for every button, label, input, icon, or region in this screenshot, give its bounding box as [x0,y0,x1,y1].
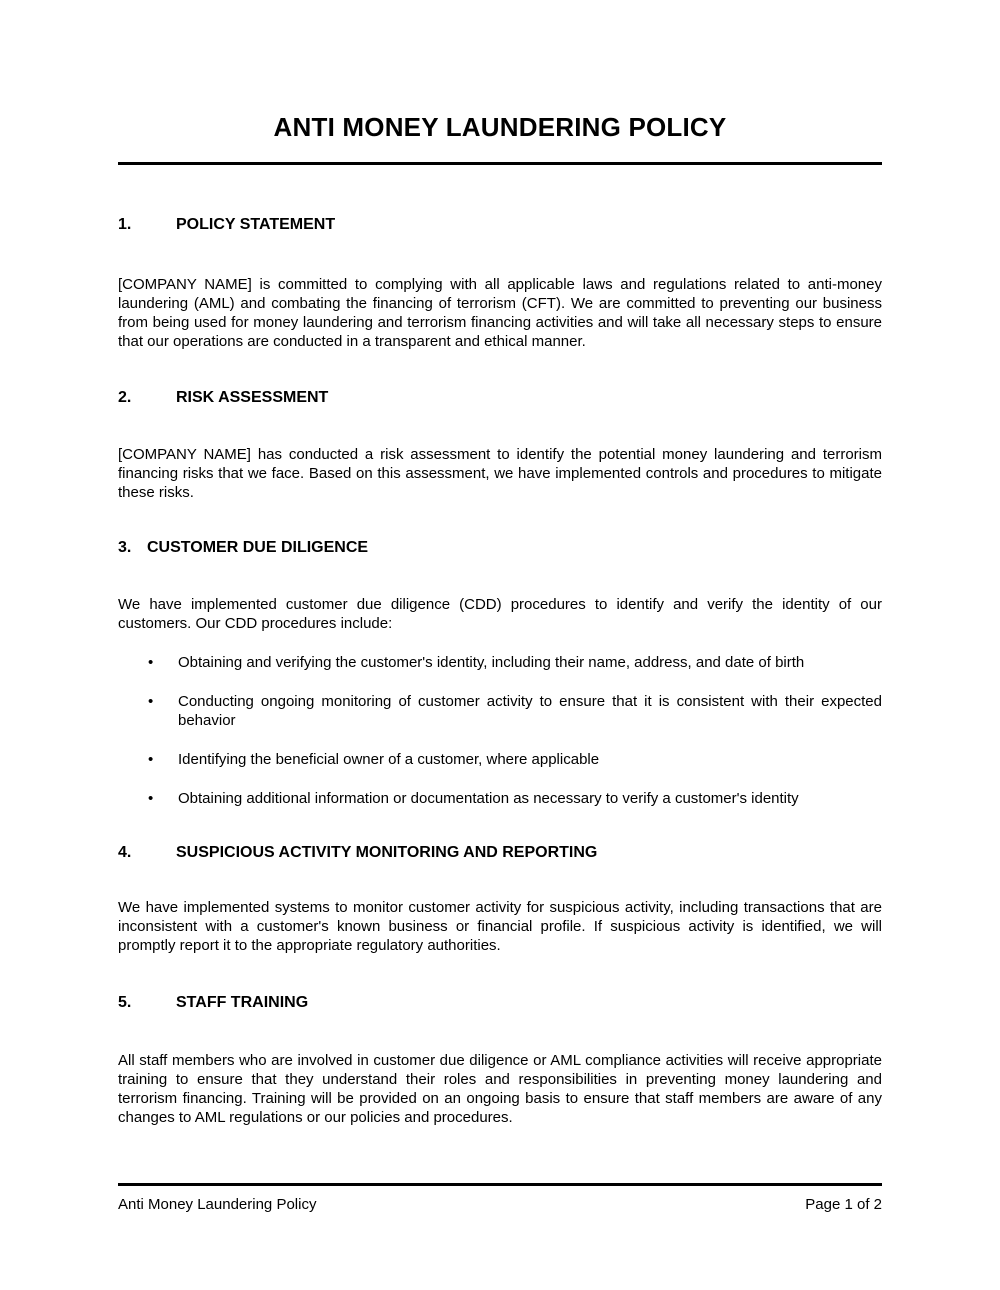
bullet-item [148,789,882,808]
page-footer [118,1183,882,1214]
section-paragraph: All staff members who are involved in customer due diligence or AML compliance activities will receive appropriate training to ensure that they understand their roles and responsibilities in preventing money laundering and terrorism financing. Training will be provided on an ongoing basis to ensure that staff members are aware of any changes to AML regulations or our policies and procedures. [118,1052,882,1126]
bullet-text: Identifying the beneficial owner of a customer, where applicable [178,751,600,768]
page-title: ANTI MONEY LAUNDERING POLICY [273,112,727,142]
section-heading-suspicious-activity [118,843,882,862]
section-heading-policy-statement [118,215,882,234]
section-number: 1. [118,216,132,233]
bullet-text: Obtaining and verifying the customer's identity, including their name, address, and date of birth [178,654,805,671]
bullet-text: Obtaining additional information or documentation as necessary to verify a customer's identity [178,790,799,807]
section-paragraph: [COMPANY NAME] is committed to complying with all applicable laws and regulations related to anti-money laundering (AML) and combating the financing of terrorism (CFT). We are committed to preventing our business from being used for money laundering and terrorism financing activities and will take all necessary steps to ensure that our operations are conducted in a transparent and ethical manner. [118,276,882,350]
footer-page-number: Page 1 of 2 [805,1196,882,1213]
bullet-icon: • [148,790,154,807]
bullet-item [148,692,882,730]
bullet-icon: • [148,751,154,768]
section-heading-label: SUSPICIOUS ACTIVITY MONITORING AND REPORTING [176,844,598,861]
bullet-icon: • [148,693,154,710]
section-number: 3. [118,539,132,556]
cdd-bullet-list [118,653,882,808]
bullet-item [148,653,882,672]
bullet-item [148,750,882,769]
footer-document-title: Anti Money Laundering Policy [118,1196,317,1213]
section-paragraph: We have implemented customer due diligence (CDD) procedures to identify and verify the identity of our customers. Our CDD procedures include: [118,596,882,632]
bullet-text: Conducting ongoing monitoring of customer activity to ensure that it is consistent with their expected behavior [178,693,882,729]
section-heading-label: RISK ASSESSMENT [176,389,329,406]
section-number: 2. [118,389,132,406]
bullet-icon: • [148,654,154,671]
title-divider [118,162,882,165]
section-heading-risk-assessment [118,388,882,407]
section-number: 4. [118,844,132,861]
section-paragraph: [COMPANY NAME] has conducted a risk assessment to identify the potential money laundering and terrorism financing risks that we face. Based on this assessment, we have implemented controls and procedures to mitigate these risks. [118,446,882,501]
section-heading-label: STAFF TRAINING [176,994,309,1011]
section-heading-customer-due-diligence [118,538,882,557]
section-heading-label: POLICY STATEMENT [176,216,336,233]
section-paragraph: We have implemented systems to monitor customer activity for suspicious activity, including transactions that are inconsistent with a customer's known business or financial profile. If suspicious activity is identified, we will promptly report it to the appropriate regulatory authorities. [118,899,882,954]
section-heading-staff-training [118,993,882,1012]
section-heading-label: CUSTOMER DUE DILIGENCE [147,539,369,556]
section-number: 5. [118,994,132,1011]
